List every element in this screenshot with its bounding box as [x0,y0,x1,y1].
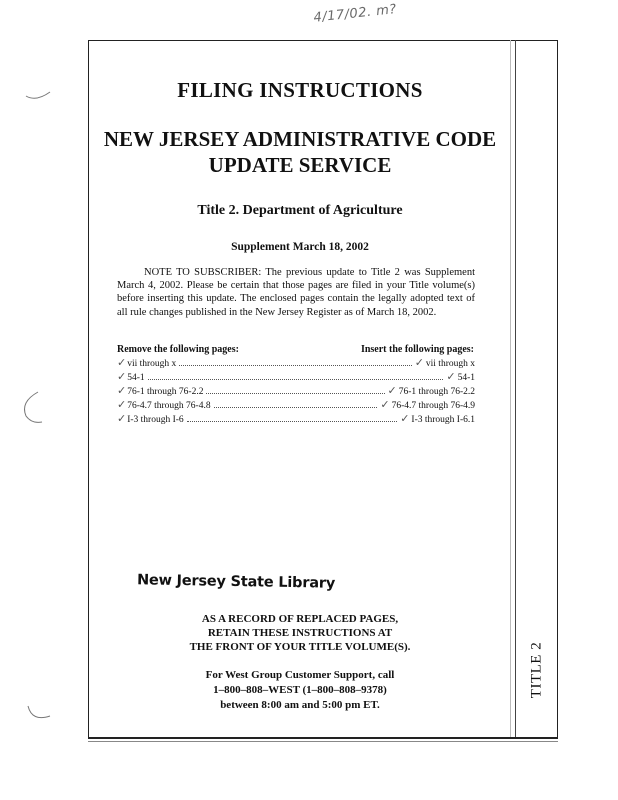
checkmark-icon: ✓ [387,384,397,397]
subheading-line-2: UPDATE SERVICE [208,153,392,177]
subscriber-note: NOTE TO SUBSCRIBER: The previous update to Title 2 was Supplement March 4, 2002. Please be certain that those pages are filed in your Title volume(s) before inserting this update. The enclosed pages contain the legally adopted text of all rule changes published in the New Jersey Register as of March 18, 2002. [117,267,475,318]
library-stamp: New Jersey State Library [136,572,336,592]
checkmark-icon: ✓ [117,356,127,369]
remove-range: vii through x [127,359,177,369]
checkmark-icon: ✓ [446,370,456,383]
checkmark-icon: ✓ [380,398,390,411]
scan-mark-middle [16,388,46,428]
dot-leader [214,406,378,408]
title-line: Title 2. Department of Agriculture [197,203,403,218]
remove-range: I-3 through I-6 [127,415,184,425]
page-border-left [88,40,89,737]
page-border-bottom [88,737,558,739]
support-hours: between 8:00 am and 5:00 pm ET. [220,699,380,711]
checkmark-icon: ✓ [117,384,127,397]
tab-divider [515,40,516,737]
dot-leader [179,364,411,366]
dot-leader [187,420,398,422]
title-tab [522,640,552,700]
remove-pages-header: Remove the following pages: [117,344,239,355]
checkmark-icon: ✓ [117,412,127,425]
record-notice-line-2: RETAIN THESE INSTRUCTIONS AT [207,627,393,639]
remove-range: 76-4.7 through 76-4.8 [127,401,211,411]
supplement-date: Supplement March 18, 2002 [231,241,369,253]
record-notice-line-3: THE FRONT OF YOUR TITLE VOLUME(S). [189,641,411,653]
page-border-top [88,40,558,41]
remove-range: 76-1 through 76-2.2 [127,387,204,397]
title-tab-label: TITLE 2 [528,641,545,699]
checkmark-icon: ✓ [117,370,127,383]
handwritten-date-note: 4/17/02. m? [312,2,398,26]
dot-leader [148,378,444,380]
support-notice-line-1: For West Group Customer Support, call [205,669,395,681]
insert-range: 76-4.7 through 76-4.9 [391,401,475,411]
page-border-bottom-shadow [88,741,558,742]
page-border-right [557,40,558,737]
checkmark-icon: ✓ [414,356,424,369]
document-subheading [90,126,510,178]
page-row [117,370,475,383]
support-notice [90,668,510,713]
scan-mark-top [24,86,54,106]
record-notice-line-1: AS A RECORD OF REPLACED PAGES, [201,613,399,625]
record-notice [90,612,510,654]
remove-range: 54-1 [127,373,145,383]
insert-range: I-3 through I-6.1 [411,415,475,425]
tab-divider-light [510,40,511,737]
page-row [117,356,475,369]
dot-leader [206,392,384,394]
scan-mark-bottom [24,700,54,730]
page-row [117,398,475,411]
checkmark-icon: ✓ [400,412,410,425]
page-row [117,384,475,397]
insert-pages-header: Insert the following pages: [360,344,474,355]
insert-range: 54-1 [457,373,475,383]
document-heading: FILING INSTRUCTIONS [177,78,423,102]
checkmark-icon: ✓ [117,398,127,411]
page-row [117,412,475,425]
insert-range: 76-1 through 76-2.2 [398,387,475,397]
support-phone: 1–800–808–WEST (1–800–808–9378) [213,684,387,696]
subheading-line-1: NEW JERSEY ADMINISTRATIVE CODE [103,127,497,151]
insert-range: vii through x [425,359,475,369]
